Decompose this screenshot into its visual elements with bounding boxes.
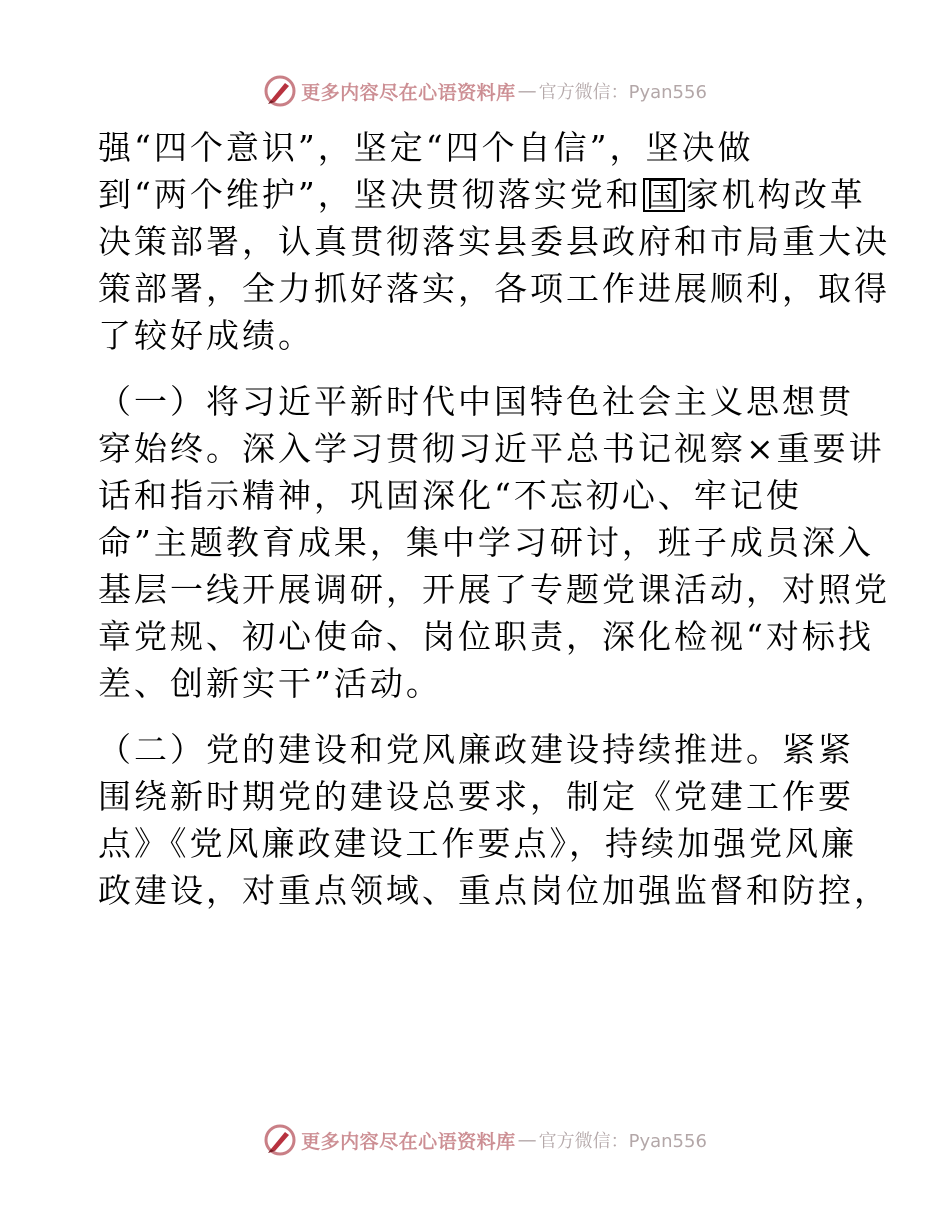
watermark-text: 更多内容尽在心语资料库: [301, 1130, 516, 1153]
watermark-separator: —: [517, 80, 537, 102]
footer-watermark: [0, 1120, 950, 1160]
watermark-wechat: 官方微信：Pyan556: [538, 82, 707, 103]
text-line: 围绕新时期党的建设总要求，制定《党建工作要: [98, 777, 854, 816]
text-line: 强“四个意识”，坚定“四个自信”，坚决做: [98, 128, 754, 167]
text-line: 差、创新实干”活动。: [98, 664, 442, 703]
text-line: 话和指示精神，巩固深化“不忘初心、牢记使: [98, 476, 802, 515]
text-line: [98, 171, 866, 218]
text-line: 点》《党风廉政建设工作要点》，持续加强党风廉: [98, 824, 857, 863]
watermark-separator: —: [517, 1129, 537, 1151]
text-line: 策部署，全力抓好落实，各项工作进展顺利，取得: [98, 269, 890, 308]
text-line: （二）党的建设和党风廉政建设持续推进。紧紧: [98, 730, 854, 769]
text-line: （一）将习近平新时代中国特色社会主义思想贯: [98, 382, 854, 421]
text-line: 了较好成绩。: [98, 316, 314, 355]
boxed-character: 国: [643, 178, 685, 212]
paragraph-intro: [98, 124, 890, 359]
text-line: 命”主题教育成果，集中学习研讨，班子成员深入: [98, 523, 874, 562]
watermark-wechat: 官方微信：Pyan556: [538, 1131, 707, 1152]
text-line: 章党规、初心使命、岗位职责，深化检视“对标找: [98, 617, 874, 656]
paragraph-section-one: [98, 378, 890, 707]
watermark-text: 更多内容尽在心语资料库: [301, 81, 516, 104]
text-segment: 到“两个维护”，坚决贯彻落实党和: [98, 175, 642, 214]
text-line: 决策部署，认真贯彻落实县委县政府和市局重大决: [98, 222, 890, 261]
watermark-group: [263, 1123, 707, 1157]
text-line: 基层一线开展调研，开展了专题党课活动，对照党: [98, 570, 890, 609]
pen-logo-icon: [263, 74, 297, 108]
watermark-group: [263, 74, 707, 108]
text-segment: 家机构改革: [685, 175, 866, 214]
text-line: 政建设，对重点领域、重点岗位加强监督和防控，: [98, 871, 890, 910]
paragraph-section-two: [98, 726, 890, 914]
document-body: [98, 124, 890, 914]
text-line: 穿始终。深入学习贯彻习近平总书记视察×重要讲: [98, 429, 885, 468]
header-watermark: [0, 71, 950, 111]
pen-logo-icon: [263, 1123, 297, 1157]
